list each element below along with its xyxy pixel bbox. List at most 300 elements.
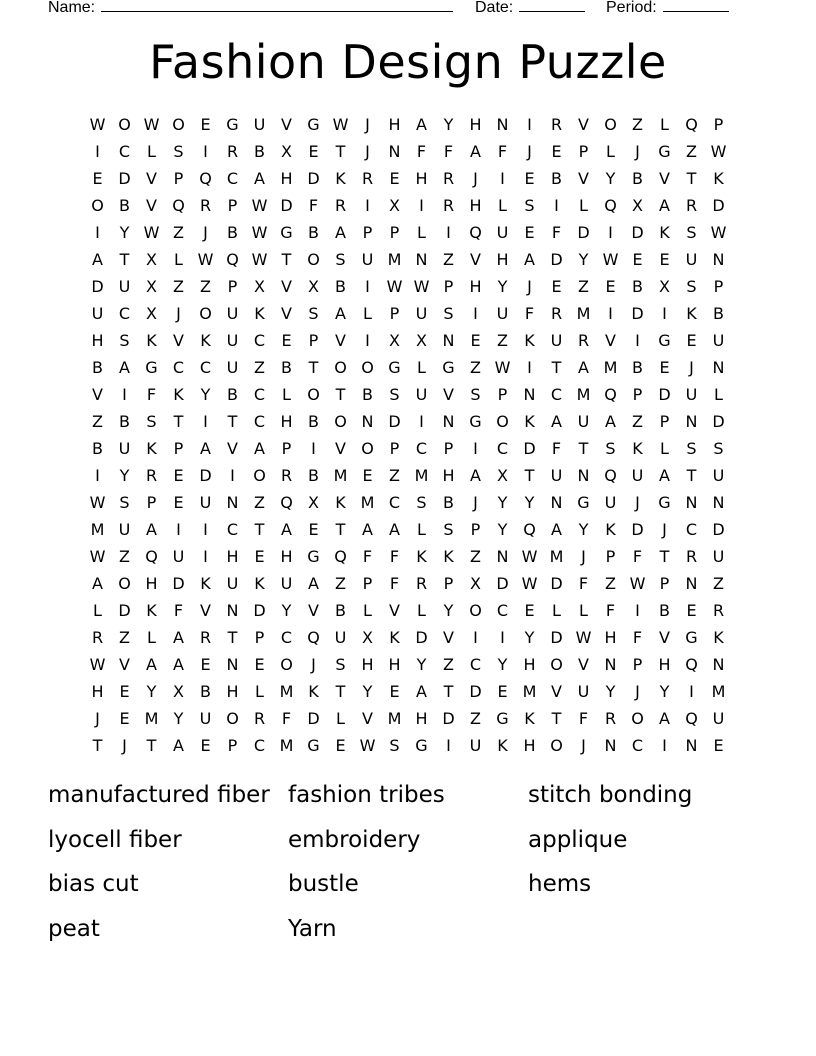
grid-letter[interactable]: P <box>146 493 157 512</box>
grid-letter[interactable]: K <box>632 439 643 458</box>
grid-letter[interactable]: V <box>551 682 562 701</box>
grid-letter[interactable]: W <box>386 277 403 296</box>
grid-letter[interactable]: J <box>527 142 532 161</box>
grid-letter[interactable]: Q <box>145 547 158 566</box>
grid-letter[interactable]: Y <box>443 115 454 134</box>
grid-letter[interactable]: G <box>577 493 590 512</box>
grid-letter[interactable]: O <box>550 736 563 755</box>
grid-letter[interactable]: W <box>251 223 268 242</box>
grid-letter[interactable]: U <box>415 385 428 404</box>
grid-letter[interactable]: I <box>500 628 505 647</box>
grid-letter[interactable]: T <box>308 358 319 377</box>
grid-letter[interactable]: R <box>334 196 347 215</box>
grid-letter[interactable]: W <box>332 115 349 134</box>
grid-letter[interactable]: Y <box>173 709 184 728</box>
grid-letter[interactable]: S <box>389 385 400 404</box>
grid-letter[interactable]: N <box>604 655 617 674</box>
grid-letter[interactable]: T <box>659 547 670 566</box>
grid-letter[interactable]: N <box>685 412 698 431</box>
grid-letter[interactable]: E <box>119 709 130 728</box>
grid-letter[interactable]: V <box>281 115 292 134</box>
grid-letter[interactable]: B <box>200 682 211 701</box>
grid-letter[interactable]: P <box>659 574 670 593</box>
grid-letter[interactable]: A <box>173 655 184 674</box>
grid-letter[interactable]: V <box>578 655 589 674</box>
grid-letter[interactable]: S <box>605 439 616 458</box>
grid-letter[interactable]: L <box>174 250 183 269</box>
grid-letter[interactable]: L <box>417 223 426 242</box>
grid-letter[interactable]: A <box>416 682 427 701</box>
grid-letter[interactable]: A <box>659 709 670 728</box>
grid-letter[interactable]: R <box>199 628 212 647</box>
grid-letter[interactable]: X <box>497 466 508 485</box>
grid-letter[interactable]: Y <box>524 493 535 512</box>
grid-letter[interactable]: A <box>119 358 130 377</box>
grid-letter[interactable]: M <box>711 682 726 701</box>
grid-letter[interactable]: E <box>632 250 643 269</box>
grid-letter[interactable]: P <box>443 439 454 458</box>
grid-letter[interactable]: H <box>280 169 293 188</box>
grid-letter[interactable]: D <box>253 601 266 620</box>
grid-letter[interactable]: X <box>146 277 157 296</box>
grid-letter[interactable]: K <box>416 547 427 566</box>
grid-letter[interactable]: U <box>253 115 266 134</box>
grid-letter[interactable]: T <box>335 142 346 161</box>
grid-letter[interactable]: I <box>446 736 451 755</box>
grid-letter[interactable]: U <box>199 493 212 512</box>
grid-letter[interactable]: V <box>659 628 670 647</box>
grid-letter[interactable]: K <box>146 601 157 620</box>
grid-letter[interactable]: I <box>95 142 100 161</box>
grid-letter[interactable]: O <box>604 115 617 134</box>
grid-letter[interactable]: O <box>334 412 347 431</box>
grid-letter[interactable]: L <box>606 142 615 161</box>
grid-letter[interactable]: D <box>577 223 590 242</box>
grid-letter[interactable]: S <box>686 277 697 296</box>
grid-letter[interactable]: Q <box>604 196 617 215</box>
grid-letter[interactable]: O <box>226 709 239 728</box>
grid-letter[interactable]: R <box>415 574 428 593</box>
grid-letter[interactable]: C <box>496 601 509 620</box>
grid-letter[interactable]: S <box>119 493 130 512</box>
grid-letter[interactable]: Y <box>605 682 616 701</box>
grid-letter[interactable]: N <box>550 493 563 512</box>
grid-letter[interactable]: B <box>659 601 670 620</box>
grid-letter[interactable]: Y <box>524 628 535 647</box>
grid-letter[interactable]: V <box>173 331 184 350</box>
grid-letter[interactable]: A <box>254 439 265 458</box>
grid-letter[interactable]: E <box>524 223 535 242</box>
grid-letter[interactable]: N <box>361 412 374 431</box>
grid-letter[interactable]: B <box>713 304 724 323</box>
grid-letter[interactable]: E <box>659 358 670 377</box>
grid-letter[interactable]: H <box>226 547 239 566</box>
grid-letter[interactable]: K <box>146 331 157 350</box>
grid-letter[interactable]: B <box>443 493 454 512</box>
grid-letter[interactable]: E <box>551 142 562 161</box>
grid-letter[interactable]: N <box>415 250 428 269</box>
grid-letter[interactable]: U <box>415 304 428 323</box>
grid-letter[interactable]: Q <box>685 115 698 134</box>
grid-letter[interactable]: P <box>389 223 400 242</box>
grid-letter[interactable]: R <box>253 709 266 728</box>
grid-letter[interactable]: P <box>632 385 643 404</box>
grid-letter[interactable]: L <box>579 601 588 620</box>
grid-letter[interactable]: N <box>226 655 239 674</box>
grid-letter[interactable]: I <box>662 304 667 323</box>
grid-letter[interactable]: W <box>89 493 106 512</box>
grid-letter[interactable]: X <box>308 493 319 512</box>
grid-letter[interactable]: T <box>686 169 697 188</box>
grid-letter[interactable]: A <box>362 520 373 539</box>
grid-letter[interactable]: J <box>581 736 586 755</box>
grid-letter[interactable]: A <box>173 736 184 755</box>
grid-letter[interactable]: P <box>227 196 238 215</box>
grid-letter[interactable]: Q <box>172 196 185 215</box>
grid-letter[interactable]: G <box>307 547 320 566</box>
grid-letter[interactable]: M <box>279 736 294 755</box>
grid-letter[interactable]: S <box>308 304 319 323</box>
grid-letter[interactable]: U <box>712 709 725 728</box>
grid-letter[interactable]: S <box>146 412 157 431</box>
grid-letter[interactable]: U <box>685 250 698 269</box>
grid-letter[interactable]: V <box>227 439 238 458</box>
grid-letter[interactable]: N <box>496 547 509 566</box>
grid-letter[interactable]: I <box>527 115 532 134</box>
grid-letter[interactable]: H <box>496 250 509 269</box>
grid-letter[interactable]: V <box>659 169 670 188</box>
grid-letter[interactable]: Y <box>146 682 157 701</box>
grid-letter[interactable]: Q <box>604 385 617 404</box>
grid-letter[interactable]: F <box>173 601 184 620</box>
grid-letter[interactable]: E <box>470 331 481 350</box>
grid-letter[interactable]: L <box>336 709 345 728</box>
grid-letter[interactable]: Z <box>173 277 184 296</box>
grid-letter[interactable]: Z <box>92 412 103 431</box>
grid-letter[interactable]: Q <box>469 223 482 242</box>
grid-letter[interactable]: I <box>608 223 613 242</box>
grid-letter[interactable]: J <box>365 115 370 134</box>
grid-letter[interactable]: A <box>146 520 157 539</box>
grid-letter[interactable]: S <box>416 493 427 512</box>
grid-letter[interactable]: X <box>281 142 292 161</box>
grid-letter[interactable]: I <box>473 628 478 647</box>
grid-letter[interactable]: I <box>635 331 640 350</box>
grid-letter[interactable]: R <box>685 547 698 566</box>
grid-letter[interactable]: X <box>416 331 427 350</box>
grid-letter[interactable]: X <box>632 196 643 215</box>
grid-letter[interactable]: Q <box>523 520 536 539</box>
grid-letter[interactable]: Z <box>497 331 508 350</box>
grid-letter[interactable]: D <box>712 412 725 431</box>
grid-letter[interactable]: C <box>118 142 131 161</box>
grid-letter[interactable]: U <box>712 547 725 566</box>
grid-letter[interactable]: D <box>712 520 725 539</box>
grid-letter[interactable]: N <box>226 493 239 512</box>
grid-letter[interactable]: K <box>605 520 616 539</box>
grid-letter[interactable]: K <box>308 682 319 701</box>
grid-letter[interactable]: F <box>551 223 562 242</box>
grid-letter[interactable]: V <box>92 385 103 404</box>
grid-letter[interactable]: S <box>389 736 400 755</box>
grid-letter[interactable]: H <box>226 682 239 701</box>
grid-letter[interactable]: T <box>524 466 535 485</box>
grid-letter[interactable]: F <box>389 547 400 566</box>
grid-letter[interactable]: W <box>89 655 106 674</box>
grid-letter[interactable]: M <box>549 547 564 566</box>
grid-letter[interactable]: T <box>119 250 130 269</box>
grid-letter[interactable]: N <box>388 142 401 161</box>
grid-letter[interactable]: C <box>172 358 185 377</box>
grid-letter[interactable]: A <box>659 466 670 485</box>
grid-letter[interactable]: E <box>605 277 616 296</box>
grid-letter[interactable]: P <box>362 574 373 593</box>
grid-letter[interactable]: I <box>662 736 667 755</box>
grid-letter[interactable]: P <box>497 385 508 404</box>
grid-letter[interactable]: P <box>632 655 643 674</box>
grid-letter[interactable]: B <box>308 412 319 431</box>
grid-letter[interactable]: P <box>227 736 238 755</box>
grid-letter[interactable]: Z <box>470 358 481 377</box>
grid-letter[interactable]: E <box>389 169 400 188</box>
grid-letter[interactable]: I <box>554 196 559 215</box>
grid-letter[interactable]: S <box>443 520 454 539</box>
grid-letter[interactable]: M <box>387 250 402 269</box>
grid-letter[interactable]: D <box>307 709 320 728</box>
grid-letter[interactable]: R <box>685 196 698 215</box>
grid-letter[interactable]: C <box>253 331 266 350</box>
grid-letter[interactable]: L <box>147 142 156 161</box>
grid-letter[interactable]: X <box>146 304 157 323</box>
grid-letter[interactable]: G <box>442 358 455 377</box>
grid-letter[interactable]: Y <box>578 250 589 269</box>
grid-letter[interactable]: K <box>713 628 724 647</box>
grid-letter[interactable]: V <box>146 196 157 215</box>
grid-letter[interactable]: V <box>119 655 130 674</box>
grid-letter[interactable]: A <box>335 223 346 242</box>
grid-letter[interactable]: L <box>255 682 264 701</box>
grid-letter[interactable]: U <box>334 628 347 647</box>
grid-letter[interactable]: F <box>524 304 535 323</box>
grid-letter[interactable]: U <box>172 547 185 566</box>
grid-letter[interactable]: N <box>685 493 698 512</box>
grid-letter[interactable]: X <box>389 331 400 350</box>
grid-letter[interactable]: L <box>660 439 669 458</box>
grid-letter[interactable]: G <box>685 628 698 647</box>
grid-letter[interactable]: P <box>281 439 292 458</box>
grid-letter[interactable]: I <box>473 439 478 458</box>
grid-letter[interactable]: H <box>469 196 482 215</box>
grid-letter[interactable]: Z <box>389 466 400 485</box>
grid-letter[interactable]: I <box>419 412 424 431</box>
grid-letter[interactable]: K <box>335 493 346 512</box>
grid-letter[interactable]: N <box>226 601 239 620</box>
grid-letter[interactable]: W <box>143 223 160 242</box>
grid-letter[interactable]: X <box>308 277 319 296</box>
grid-letter[interactable]: H <box>145 574 158 593</box>
grid-letter[interactable]: A <box>605 412 616 431</box>
grid-letter[interactable]: X <box>362 628 373 647</box>
grid-letter[interactable]: K <box>443 547 454 566</box>
grid-letter[interactable]: A <box>146 655 157 674</box>
grid-letter[interactable]: B <box>92 358 103 377</box>
grid-letter[interactable]: P <box>362 223 373 242</box>
grid-letter[interactable]: U <box>361 250 374 269</box>
grid-letter[interactable]: G <box>307 736 320 755</box>
grid-letter[interactable]: W <box>143 115 160 134</box>
grid-letter[interactable]: R <box>550 304 563 323</box>
grid-letter[interactable]: G <box>658 142 671 161</box>
grid-letter[interactable]: B <box>254 142 265 161</box>
grid-letter[interactable]: T <box>335 520 346 539</box>
grid-letter[interactable]: O <box>199 304 212 323</box>
grid-letter[interactable]: R <box>145 466 158 485</box>
grid-letter[interactable]: R <box>442 169 455 188</box>
grid-letter[interactable]: D <box>442 709 455 728</box>
grid-letter[interactable]: O <box>361 358 374 377</box>
grid-letter[interactable]: C <box>685 520 698 539</box>
grid-letter[interactable]: C <box>199 358 212 377</box>
grid-letter[interactable]: H <box>91 682 104 701</box>
grid-letter[interactable]: V <box>200 601 211 620</box>
grid-letter[interactable]: M <box>603 358 618 377</box>
grid-letter[interactable]: O <box>496 412 509 431</box>
grid-letter[interactable]: Y <box>497 493 508 512</box>
grid-letter[interactable]: A <box>281 520 292 539</box>
grid-letter[interactable]: T <box>254 520 265 539</box>
grid-letter[interactable]: V <box>281 304 292 323</box>
grid-letter[interactable]: G <box>496 709 509 728</box>
grid-letter[interactable]: B <box>227 385 238 404</box>
grid-letter[interactable]: E <box>551 277 562 296</box>
grid-letter[interactable]: V <box>443 385 454 404</box>
grid-letter[interactable]: A <box>92 574 103 593</box>
grid-letter[interactable]: I <box>365 277 370 296</box>
grid-letter[interactable]: U <box>577 682 590 701</box>
grid-letter[interactable]: X <box>146 250 157 269</box>
grid-letter[interactable]: C <box>226 169 239 188</box>
grid-letter[interactable]: B <box>281 358 292 377</box>
grid-letter[interactable]: E <box>659 250 670 269</box>
grid-letter[interactable]: G <box>469 412 482 431</box>
grid-letter[interactable]: U <box>496 304 509 323</box>
grid-letter[interactable]: H <box>361 655 374 674</box>
grid-letter[interactable]: K <box>524 412 535 431</box>
grid-letter[interactable]: C <box>550 385 563 404</box>
grid-letter[interactable]: F <box>416 142 427 161</box>
grid-letter[interactable]: B <box>632 169 643 188</box>
grid-letter[interactable]: Y <box>497 277 508 296</box>
grid-letter[interactable]: N <box>712 250 725 269</box>
grid-letter[interactable]: J <box>689 358 694 377</box>
grid-letter[interactable]: I <box>365 331 370 350</box>
grid-letter[interactable]: Z <box>632 115 643 134</box>
grid-letter[interactable]: U <box>199 709 212 728</box>
grid-letter[interactable]: H <box>523 736 536 755</box>
grid-letter[interactable]: I <box>446 223 451 242</box>
grid-letter[interactable]: E <box>173 493 184 512</box>
grid-letter[interactable]: Y <box>362 682 373 701</box>
grid-letter[interactable]: C <box>415 439 428 458</box>
grid-letter[interactable]: E <box>119 682 130 701</box>
grid-letter[interactable]: D <box>199 466 212 485</box>
grid-letter[interactable]: E <box>281 331 292 350</box>
grid-letter[interactable]: F <box>578 574 589 593</box>
grid-letter[interactable]: K <box>173 385 184 404</box>
grid-letter[interactable]: D <box>550 250 563 269</box>
grid-letter[interactable]: U <box>712 331 725 350</box>
grid-letter[interactable]: D <box>712 196 725 215</box>
grid-letter[interactable]: Z <box>470 547 481 566</box>
grid-letter[interactable]: P <box>443 574 454 593</box>
grid-letter[interactable]: R <box>442 196 455 215</box>
grid-letter[interactable]: P <box>578 142 589 161</box>
grid-letter[interactable]: T <box>578 439 589 458</box>
grid-letter[interactable]: N <box>442 412 455 431</box>
grid-letter[interactable]: W <box>89 547 106 566</box>
grid-letter[interactable]: W <box>521 547 538 566</box>
grid-letter[interactable]: D <box>91 277 104 296</box>
grid-letter[interactable]: J <box>527 277 532 296</box>
grid-letter[interactable]: Z <box>632 412 643 431</box>
grid-letter[interactable]: K <box>524 709 535 728</box>
grid-letter[interactable]: O <box>469 601 482 620</box>
grid-letter[interactable]: C <box>253 736 266 755</box>
grid-letter[interactable]: Q <box>307 628 320 647</box>
grid-letter[interactable]: O <box>118 115 131 134</box>
grid-letter[interactable]: H <box>658 655 671 674</box>
grid-letter[interactable]: I <box>500 169 505 188</box>
grid-letter[interactable]: L <box>552 601 561 620</box>
grid-letter[interactable]: U <box>550 466 563 485</box>
grid-letter[interactable]: E <box>308 142 319 161</box>
grid-letter[interactable]: D <box>469 682 482 701</box>
grid-letter[interactable]: Z <box>470 709 481 728</box>
grid-letter[interactable]: J <box>581 547 586 566</box>
grid-letter[interactable]: N <box>604 736 617 755</box>
grid-letter[interactable]: P <box>605 547 616 566</box>
grid-letter[interactable]: A <box>254 169 265 188</box>
grid-letter[interactable]: V <box>335 439 346 458</box>
grid-letter[interactable]: P <box>389 304 400 323</box>
grid-letter[interactable]: W <box>89 115 106 134</box>
grid-letter[interactable]: F <box>578 709 589 728</box>
grid-letter[interactable]: J <box>473 493 478 512</box>
grid-letter[interactable]: Q <box>604 466 617 485</box>
grid-letter[interactable]: W <box>521 574 538 593</box>
grid-letter[interactable]: U <box>550 331 563 350</box>
grid-letter[interactable]: J <box>635 142 640 161</box>
grid-letter[interactable]: J <box>635 682 640 701</box>
grid-letter[interactable]: P <box>470 520 481 539</box>
grid-letter[interactable]: F <box>362 547 373 566</box>
grid-letter[interactable]: W <box>710 142 727 161</box>
grid-letter[interactable]: C <box>388 493 401 512</box>
grid-letter[interactable]: B <box>551 169 562 188</box>
grid-letter[interactable]: N <box>712 493 725 512</box>
grid-letter[interactable]: H <box>604 628 617 647</box>
grid-letter[interactable]: J <box>95 709 100 728</box>
grid-letter[interactable]: D <box>172 574 185 593</box>
grid-letter[interactable]: Z <box>443 655 454 674</box>
grid-letter[interactable]: G <box>307 115 320 134</box>
grid-letter[interactable]: E <box>92 169 103 188</box>
grid-letter[interactable]: Z <box>173 223 184 242</box>
grid-letter[interactable]: L <box>282 385 291 404</box>
grid-letter[interactable]: W <box>494 358 511 377</box>
grid-letter[interactable]: C <box>118 304 131 323</box>
grid-letter[interactable]: F <box>632 547 643 566</box>
